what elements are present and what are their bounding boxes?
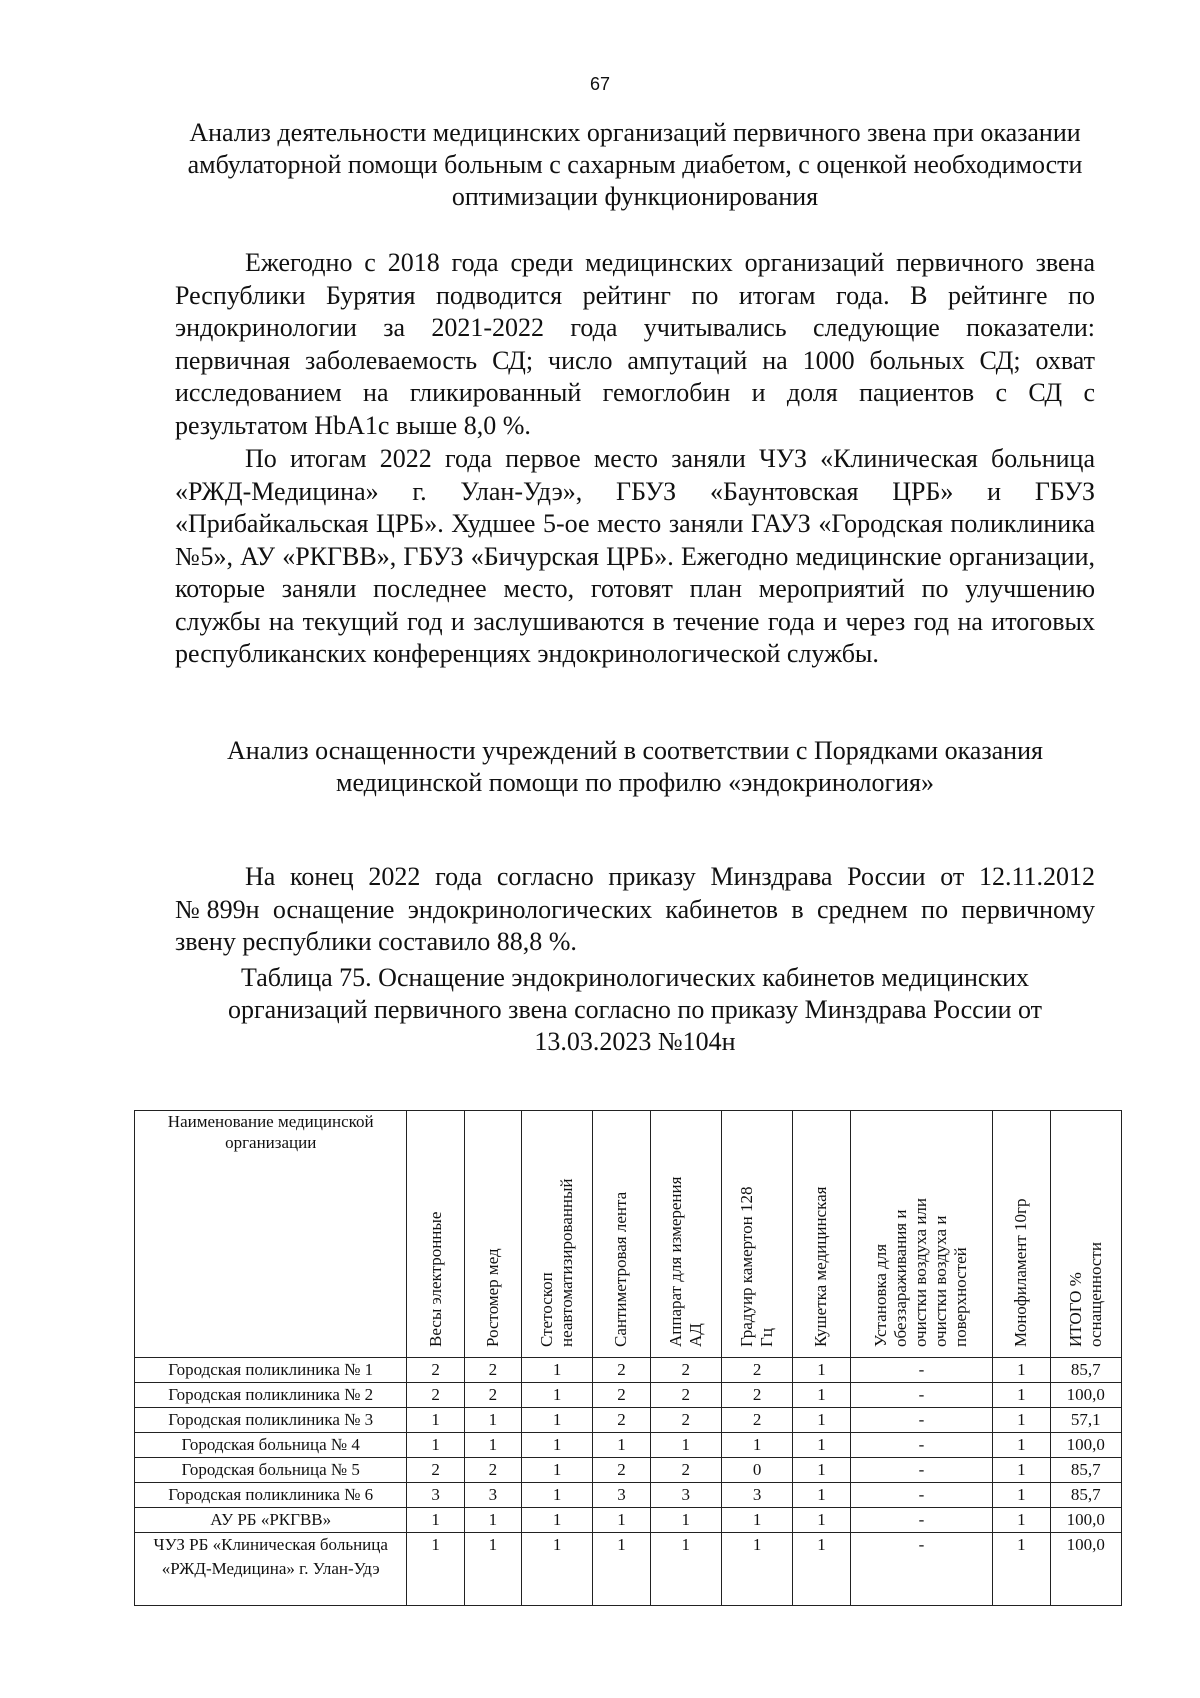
- cell-organization-name: Городская поликлиника № 3: [135, 1408, 407, 1433]
- cell-measuring-tape: 2: [593, 1408, 650, 1433]
- cell-tuning-fork: 2: [721, 1358, 792, 1383]
- cell-total: 57,1: [1050, 1408, 1121, 1433]
- cell-stethoscope: 1: [521, 1358, 592, 1383]
- cell-medical-couch: 1: [793, 1508, 850, 1533]
- cell-total: 85,7: [1050, 1483, 1121, 1508]
- cell-monofilament: 1: [993, 1408, 1050, 1433]
- cell-height-meter: 2: [464, 1383, 521, 1408]
- cell-air-purifier: -: [850, 1533, 993, 1606]
- cell-tuning-fork: 2: [721, 1383, 792, 1408]
- table-row: [135, 1458, 1122, 1483]
- cell-blood-pressure-device: 1: [650, 1508, 721, 1533]
- cell-air-purifier: -: [850, 1483, 993, 1508]
- column-header-tuning-fork: Градуир камертон 128 Гц: [721, 1111, 792, 1358]
- table-caption: Таблица 75. Оснащение эндокринологических кабинетов медицинских организаций первичного звена согласно по приказу Минздрава России от 13.03.2023 №104н: [227, 963, 1043, 1056]
- cell-blood-pressure-device: 2: [650, 1458, 721, 1483]
- cell-scales: 1: [407, 1408, 464, 1433]
- table-row: [135, 1408, 1122, 1433]
- cell-air-purifier: -: [850, 1508, 993, 1533]
- cell-organization-name: Городская поликлиника № 6: [135, 1483, 407, 1508]
- section-heading-activity-analysis: Анализ деятельности медицинских организаций первичного звена при оказании амбулаторной помощи больным с сахарным диабетом, с оценкой необходимости оптимизации функционирования: [187, 118, 1083, 211]
- cell-height-meter: 1: [464, 1433, 521, 1458]
- cell-stethoscope: 1: [521, 1433, 592, 1458]
- column-header-scales: Весы электронные: [407, 1111, 464, 1358]
- cell-air-purifier: -: [850, 1383, 993, 1408]
- cell-medical-couch: 1: [793, 1408, 850, 1433]
- cell-organization-name: Городская больница № 4: [135, 1433, 407, 1458]
- cell-total: 85,7: [1050, 1358, 1121, 1383]
- cell-medical-couch: 1: [793, 1533, 850, 1606]
- cell-scales: 3: [407, 1483, 464, 1508]
- cell-blood-pressure-device: 2: [650, 1358, 721, 1383]
- cell-blood-pressure-device: 2: [650, 1383, 721, 1408]
- cell-measuring-tape: 1: [593, 1508, 650, 1533]
- table-row: [135, 1433, 1122, 1458]
- cell-measuring-tape: 2: [593, 1358, 650, 1383]
- cell-tuning-fork: 3: [721, 1483, 792, 1508]
- cell-height-meter: 1: [464, 1533, 521, 1606]
- cell-scales: 2: [407, 1458, 464, 1483]
- cell-tuning-fork: 1: [721, 1533, 792, 1606]
- cell-blood-pressure-device: 3: [650, 1483, 721, 1508]
- cell-air-purifier: -: [850, 1358, 993, 1383]
- cell-organization-name: Городская больница № 5: [135, 1458, 407, 1483]
- cell-total: 100,0: [1050, 1508, 1121, 1533]
- cell-monofilament: 1: [993, 1483, 1050, 1508]
- cell-scales: 1: [407, 1433, 464, 1458]
- cell-tuning-fork: 2: [721, 1408, 792, 1433]
- cell-blood-pressure-device: 1: [650, 1433, 721, 1458]
- column-header-blood-pressure-device: Аппарат для измерения АД: [650, 1111, 721, 1358]
- cell-height-meter: 3: [464, 1483, 521, 1508]
- cell-total: 100,0: [1050, 1533, 1121, 1606]
- cell-medical-couch: 1: [793, 1433, 850, 1458]
- column-header-measuring-tape: Сантиметровая лента: [593, 1111, 650, 1358]
- column-header-organization: Наименование медицинской организации: [135, 1111, 407, 1358]
- section-heading-equipment-analysis: Анализ оснащенности учреждений в соответствии с Порядками оказания медицинской помощи по профилю «эндокринология»: [227, 736, 1043, 797]
- cell-monofilament: 1: [993, 1358, 1050, 1383]
- page-number: 67: [589, 74, 611, 94]
- table-row: [135, 1383, 1122, 1408]
- cell-monofilament: 1: [993, 1383, 1050, 1408]
- column-header-medical-couch: Кушетка медицинская: [793, 1111, 850, 1358]
- cell-stethoscope: 1: [521, 1533, 592, 1606]
- paragraph-equipment-summary: На конец 2022 года согласно приказу Минздрава России от 12.11.2012 №899н оснащение эндокринологических кабинетов в среднем по первичному звену республики составило 88,8 %.: [175, 862, 1095, 956]
- cell-medical-couch: 1: [793, 1358, 850, 1383]
- paragraph-rating-results: По итогам 2022 года первое место заняли ЧУЗ «Клиническая больница «РЖД-Медицина» г. Улан-Удэ», ГБУЗ «Баунтовская ЦРБ» и ГБУЗ «Прибайкальская ЦРБ». Худшее 5-ое место заняли ГАУЗ «Городская поликлиника №5», АУ «РКГВВ», ГБУЗ «Бичурская ЦРБ». Ежегодно медицинские организации, которые заняли последнее место, готовят план мероприятий по улучшению службы на текущий год и заслушиваются в течение года и через год на итоговых республиканских конференциях эндокринологической службы.: [175, 444, 1095, 668]
- cell-total: 100,0: [1050, 1383, 1121, 1408]
- cell-stethoscope: 1: [521, 1383, 592, 1408]
- column-header-total: ИТОГО % оснащенности: [1050, 1111, 1121, 1358]
- cell-monofilament: 1: [993, 1508, 1050, 1533]
- cell-height-meter: 2: [464, 1358, 521, 1383]
- cell-organization-name: Городская поликлиника № 2: [135, 1383, 407, 1408]
- cell-organization-name: ЧУЗ РБ «Клиническая больница «РЖД-Медицина» г. Улан-Удэ: [135, 1533, 407, 1606]
- table-body: [135, 1358, 1122, 1606]
- cell-scales: 2: [407, 1358, 464, 1383]
- cell-blood-pressure-device: 2: [650, 1408, 721, 1433]
- cell-air-purifier: -: [850, 1433, 993, 1458]
- paragraph-rating: Ежегодно с 2018 года среди медицинских организаций первичного звена Республики Бурятия подводится рейтинг по итогам года. В рейтинге по эндокринологии за 2021-2022 года учитывались следующие показатели: первичная заболеваемость СД; число ампутаций на 1000 больных СД; охват исследованием на гликированный гемоглобин и доля пациентов с СД с результатом HbA1c выше 8,0 %.: [175, 248, 1095, 440]
- cell-measuring-tape: 1: [593, 1433, 650, 1458]
- cell-medical-couch: 1: [793, 1483, 850, 1508]
- column-header-monofilament: Монофиламент 10гр: [993, 1111, 1050, 1358]
- cell-organization-name: Городская поликлиника № 1: [135, 1358, 407, 1383]
- cell-measuring-tape: 2: [593, 1383, 650, 1408]
- cell-total: 100,0: [1050, 1433, 1121, 1458]
- cell-organization-name: АУ РБ «РКГВВ»: [135, 1508, 407, 1533]
- cell-measuring-tape: 1: [593, 1533, 650, 1606]
- cell-stethoscope: 1: [521, 1508, 592, 1533]
- equipment-table: [134, 1110, 1122, 1606]
- cell-medical-couch: 1: [793, 1458, 850, 1483]
- cell-stethoscope: 1: [521, 1483, 592, 1508]
- cell-blood-pressure-device: 1: [650, 1533, 721, 1606]
- table-row: [135, 1483, 1122, 1508]
- cell-height-meter: 1: [464, 1408, 521, 1433]
- cell-air-purifier: -: [850, 1408, 993, 1433]
- cell-medical-couch: 1: [793, 1383, 850, 1408]
- table-header-row: [135, 1111, 1122, 1358]
- table-row: [135, 1358, 1122, 1383]
- cell-tuning-fork: 0: [721, 1458, 792, 1483]
- column-header-stethoscope: Стетоскоп неавтоматизированный: [521, 1111, 592, 1358]
- cell-scales: 1: [407, 1508, 464, 1533]
- cell-tuning-fork: 1: [721, 1508, 792, 1533]
- cell-total: 85,7: [1050, 1458, 1121, 1483]
- cell-stethoscope: 1: [521, 1408, 592, 1433]
- table-row: [135, 1533, 1122, 1606]
- cell-monofilament: 1: [993, 1533, 1050, 1606]
- cell-scales: 2: [407, 1383, 464, 1408]
- cell-monofilament: 1: [993, 1433, 1050, 1458]
- cell-measuring-tape: 3: [593, 1483, 650, 1508]
- cell-height-meter: 2: [464, 1458, 521, 1483]
- cell-air-purifier: -: [850, 1458, 993, 1483]
- cell-stethoscope: 1: [521, 1458, 592, 1483]
- cell-measuring-tape: 2: [593, 1458, 650, 1483]
- column-header-air-purifier: Установка для обеззараживания и очистки воздуха или очистки воздуха и поверхностей: [850, 1111, 993, 1358]
- cell-height-meter: 1: [464, 1508, 521, 1533]
- cell-tuning-fork: 1: [721, 1433, 792, 1458]
- cell-scales: 1: [407, 1533, 464, 1606]
- cell-monofilament: 1: [993, 1458, 1050, 1483]
- column-header-height-meter: Ростомер мед: [464, 1111, 521, 1358]
- table-row: [135, 1508, 1122, 1533]
